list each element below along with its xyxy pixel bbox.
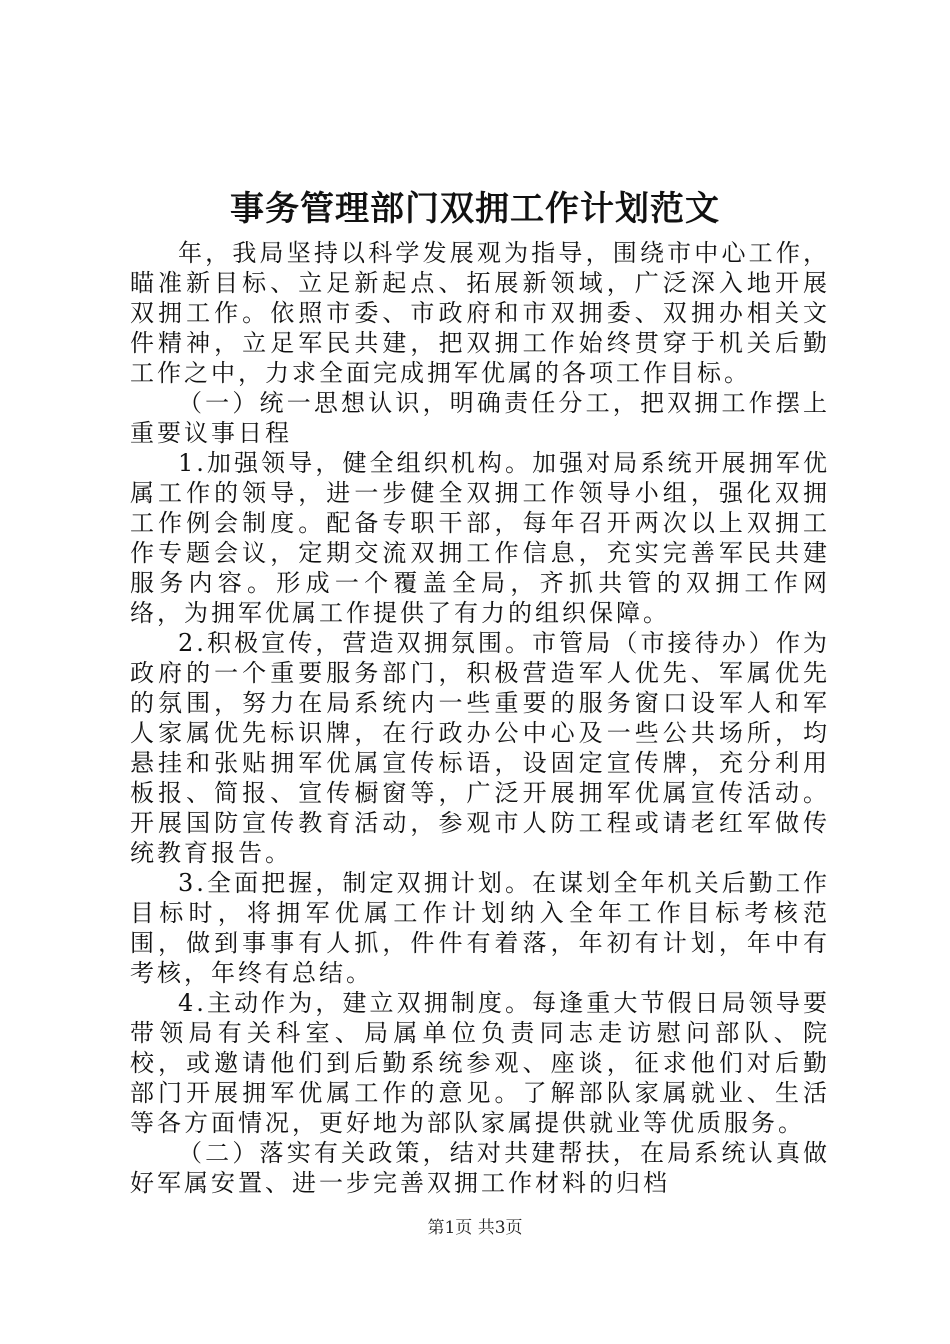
document-title: 事务管理部门双拥工作计划范文 [230, 189, 720, 229]
item-paragraph-4: 4.主动作为，建立双拥制度。每逢重大节假日局领导要带领局有关科室、局属单位负责同志走访慰问部队、院校，或邀请他们到后勤系统参观、座谈，征求他们对后勤部门开展拥军优属工作的意见。了解部队家属就业、生活等各方面情况，更好地为部队家属提供就业等优质服务。 [130, 989, 830, 1137]
intro-paragraph: 年，我局坚持以科学发展观为指导，围绕市中心工作，瞄准新目标、立足新起点、拓展新领域，广泛深入地开展双拥工作。依照市委、市政府和市双拥委、双拥办相关文件精神，立足军民共建，把双拥工作始终贯穿于机关后勤工作之中，力求全面完成拥军优属的各项工作目标。 [130, 239, 830, 387]
item-paragraph-3: 3.全面把握，制定双拥计划。在谋划全年机关后勤工作目标时，将拥军优属工作计划纳入全年工作目标考核范围，做到事事有人抓，件件有着落，年初有计划，年中有考核，年终有总结。 [130, 869, 830, 987]
document-body [130, 238, 830, 1198]
section-heading-2: （二）落实有关政策，结对共建帮扶，在局系统认真做好军属安置、进一步完善双拥工作材料的归档 [130, 1139, 830, 1197]
item-paragraph-1: 1.加强领导，健全组织机构。加强对局系统开展拥军优属工作的领导，进一步健全双拥工作领导小组，强化双拥工作例会制度。配备专职干部，每年召开两次以上双拥工作专题会议，定期交流双拥工作信息，充实完善军民共建服务内容。形成一个覆盖全局，齐抓共管的双拥工作网络，为拥军优属工作提供了有力的组织保障。 [130, 449, 830, 627]
section-heading-1: （一）统一思想认识，明确责任分工，把双拥工作摆上重要议事日程 [130, 389, 830, 447]
item-paragraph-2: 2.积极宣传，营造双拥氛围。市管局（市接待办）作为政府的一个重要服务部门，积极营造军人优先、军属优先的氛围，努力在局系统内一些重要的服务窗口设军人和军人家属优先标识牌，在行政办公中心及一些公共场所，均悬挂和张贴拥军优属宣传标语，设固定宣传牌，充分利用板报、简报、宣传橱窗等，广泛开展拥军优属宣传活动。开展国防宣传教育活动，参观市人防工程或请老红军做传统教育报告。 [130, 629, 830, 867]
page-number-footer: 第1页 共3页 [427, 1218, 523, 1238]
